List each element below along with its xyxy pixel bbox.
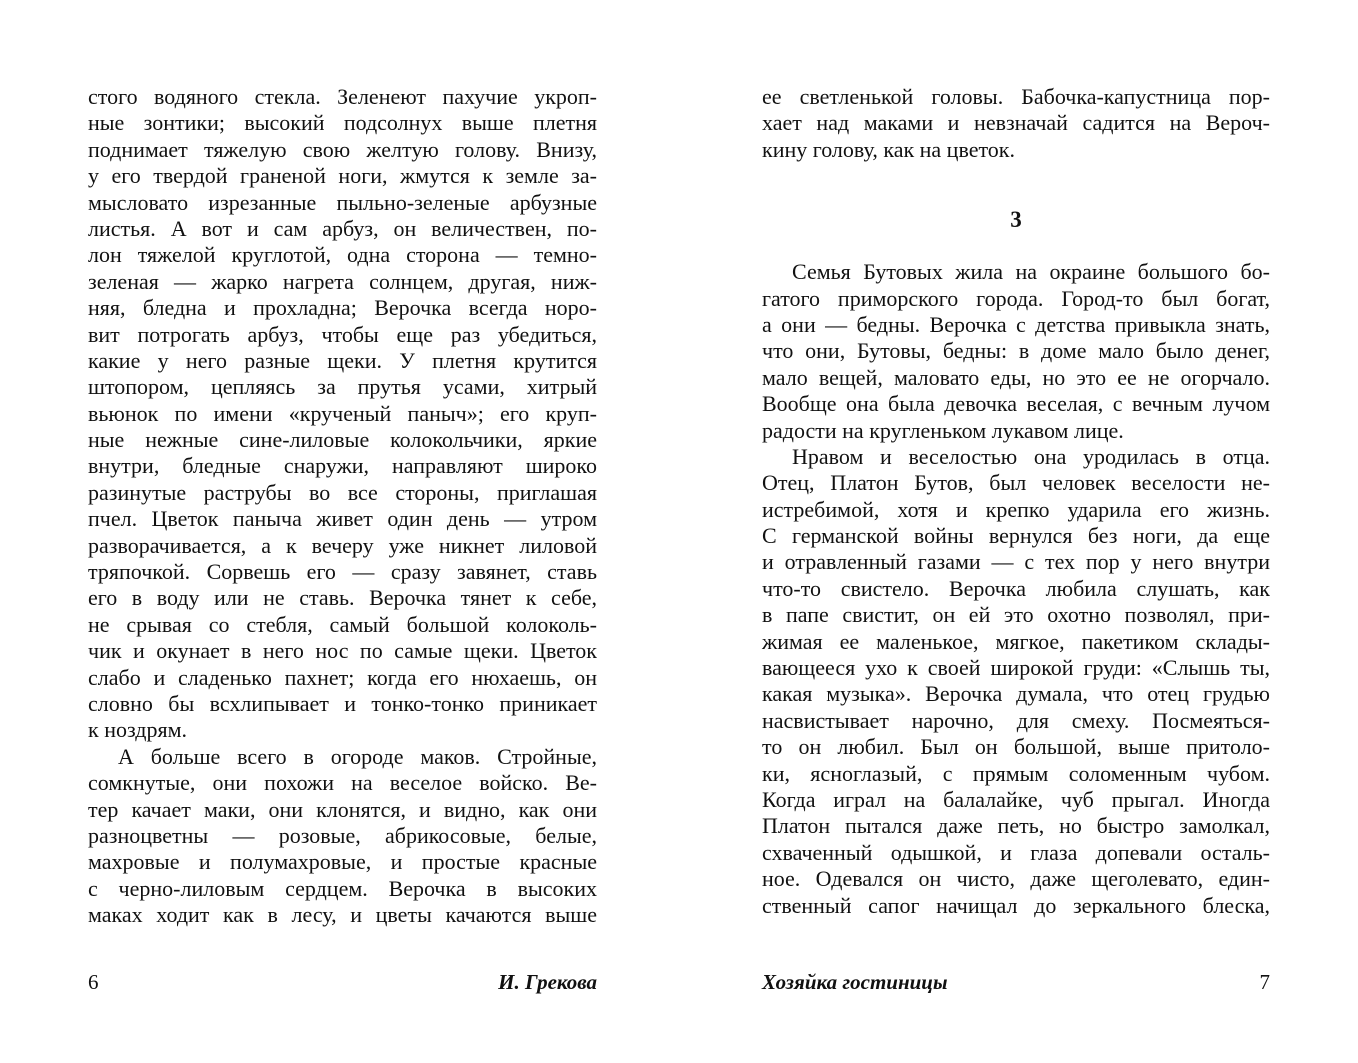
text-line: что они, Бутовы, бедны: в доме мало было денег, xyxy=(762,338,1270,364)
running-head-author: И. Грекова xyxy=(498,970,597,994)
text-line: слабо и сладенько пахнет; когда его нюхаешь, он xyxy=(88,664,597,690)
text-line: С германской войны вернулся без ноги, да еще xyxy=(762,523,1270,549)
text-line: Семья Бутовых жила на окраине большого бо- xyxy=(792,259,1270,285)
text-line: с черно-лиловым сердцем. Верочка в высоких xyxy=(88,875,597,901)
chapter-body xyxy=(762,259,1270,919)
text-line: не срывая со стебля, самый большой колоколь- xyxy=(88,611,597,637)
text-line: махровые и полумахровые, и простые красные xyxy=(88,849,597,875)
text-line: Вообще она была девочка веселая, с вечным лучом xyxy=(762,391,1270,417)
text-line: мысловато изрезанные пыльно-зеленые арбузные xyxy=(88,189,597,215)
text-line: мало вещей, маловато еды, но это ее не огорчало. xyxy=(762,364,1270,390)
text-line: пчел. Цветок паныча живет один день — утром xyxy=(88,506,597,532)
text-line: тер качает маки, они клонятся, и видно, как они xyxy=(88,796,597,822)
text-line: Отец, Платон Бутов, был человек веселости не- xyxy=(762,470,1270,496)
text-line: вающееся ухо к своей широкой груди: «Слышь ты, xyxy=(762,655,1270,681)
text-line: внутри, бледные снаружи, направляют широко xyxy=(88,453,597,479)
text-line: стого водяного стекла. Зеленеют пахучие укроп- xyxy=(88,84,597,109)
text-line: что-то свистело. Верочка любила слушать, как xyxy=(762,575,1270,601)
text-line: разинутые раструбы во все стороны, приглашая xyxy=(88,479,597,505)
text-line: листья. А вот и сам арбуз, он величествен, по- xyxy=(88,215,597,241)
text-line: ное. Одевался он чисто, даже щеголевато, един- xyxy=(762,866,1270,892)
text-line: лон тяжелой круглотой, одна сторона — темно- xyxy=(88,242,597,268)
text-line: разворачивается, а к вечеру уже никнет лиловой xyxy=(88,532,597,558)
text-line: гатого приморского города. Город-то был богат, xyxy=(762,285,1270,311)
page-number-left: 6 xyxy=(88,970,99,994)
text-line: ки, ясноглазый, с прямым соломенным чубом. xyxy=(762,760,1270,786)
text-line: маках ходит как в лесу, и цветы качаются выше xyxy=(88,902,597,928)
text-line: в папе свистит, он ей это охотно позволял, при- xyxy=(762,602,1270,628)
text-line: радости на кругленьком лукавом лице. xyxy=(762,417,1124,443)
paragraph-continuation xyxy=(762,84,1270,163)
text-line: вит потрогать арбуз, чтобы еще раз убедиться, xyxy=(88,321,597,347)
text-line: ные зонтики; высокий подсолнух выше плетня xyxy=(88,110,597,136)
text-line: к ноздрям. xyxy=(88,717,187,743)
text-line: и отравленный газами — с тех пор у него внутри xyxy=(762,549,1270,575)
text-line: ее светленькой головы. Бабочка-капустница пор- xyxy=(762,84,1270,109)
text-line: жимая ее маленькое, мягкое, пакетиком склады- xyxy=(762,628,1270,654)
text-line: вьюнок по имени «крученый паныч»; его круп- xyxy=(88,400,597,426)
running-head-title: Хозяйка гостиницы xyxy=(762,970,948,994)
text-line: ственный сапог начищал до зеркального блеска, xyxy=(762,892,1270,918)
text-line: тряпочкой. Сорвешь его — сразу завянет, ставь xyxy=(88,559,597,585)
text-line: поднимает тяжелую свою желтую голову. Внизу, xyxy=(88,136,597,162)
text-line: штопором, цепляясь за прутья усами, хитрый xyxy=(88,374,597,400)
text-line: зеленая — жарко нагрета солнцем, другая, ниж- xyxy=(88,268,597,294)
text-line: а они — бедны. Верочка с детства привыкла знать, xyxy=(762,311,1270,337)
text-line: у его твердой граненой ноги, жмутся к земле за- xyxy=(88,163,597,189)
text-line: истребимой, хотя и крепко ударила его жизнь. xyxy=(762,496,1270,522)
text-line: насвистывает нарочно, для смеху. Посмеяться- xyxy=(762,707,1270,733)
text-line: Когда играл на балалайке, чуб прыгал. Иногда xyxy=(762,786,1270,812)
text-line: кину голову, как на цветок. xyxy=(762,136,1015,162)
page-number-right: 7 xyxy=(1259,970,1270,994)
text-line: словно бы всхлипывает и тонко-тонко приникает xyxy=(88,690,597,716)
text-line: схваченный одышкой, и глаза допевали осталь- xyxy=(762,839,1270,865)
text-line: Нравом и веселостью она уродилась в отца. xyxy=(792,443,1270,469)
text-line: ные нежные сине-лиловые колокольчики, яркие xyxy=(88,427,597,453)
text-line: разноцветны — розовые, абрикосовые, белые, xyxy=(88,822,597,848)
text-line: чик и окунает в него нос по самые щеки. Цветок xyxy=(88,638,597,664)
text-line: Платон пытался даже петь, но быстро замолкал, xyxy=(762,813,1270,839)
chapter-number: 3 xyxy=(1010,207,1022,233)
text-line: няя, бледна и прохладна; Верочка всегда норо- xyxy=(88,295,597,321)
text-line: А больше всего в огороде маков. Стройные, xyxy=(118,743,597,769)
text-line: хает над маками и невзначай садится на Вероч- xyxy=(762,110,1270,136)
text-line: какие у него разные щеки. У плетня крутится xyxy=(88,347,597,373)
left-page-text xyxy=(88,84,597,929)
text-line: его в воду или не ставь. Верочка тянет к себе, xyxy=(88,585,597,611)
text-line: сомкнутые, они похожи на веселое войско. Ве- xyxy=(88,770,597,796)
text-line: то он любил. Был он большой, выше притоло- xyxy=(762,734,1270,760)
right-page-text xyxy=(762,84,1270,919)
text-line: какая музыка». Верочка думала, что отец грудью xyxy=(762,681,1270,707)
